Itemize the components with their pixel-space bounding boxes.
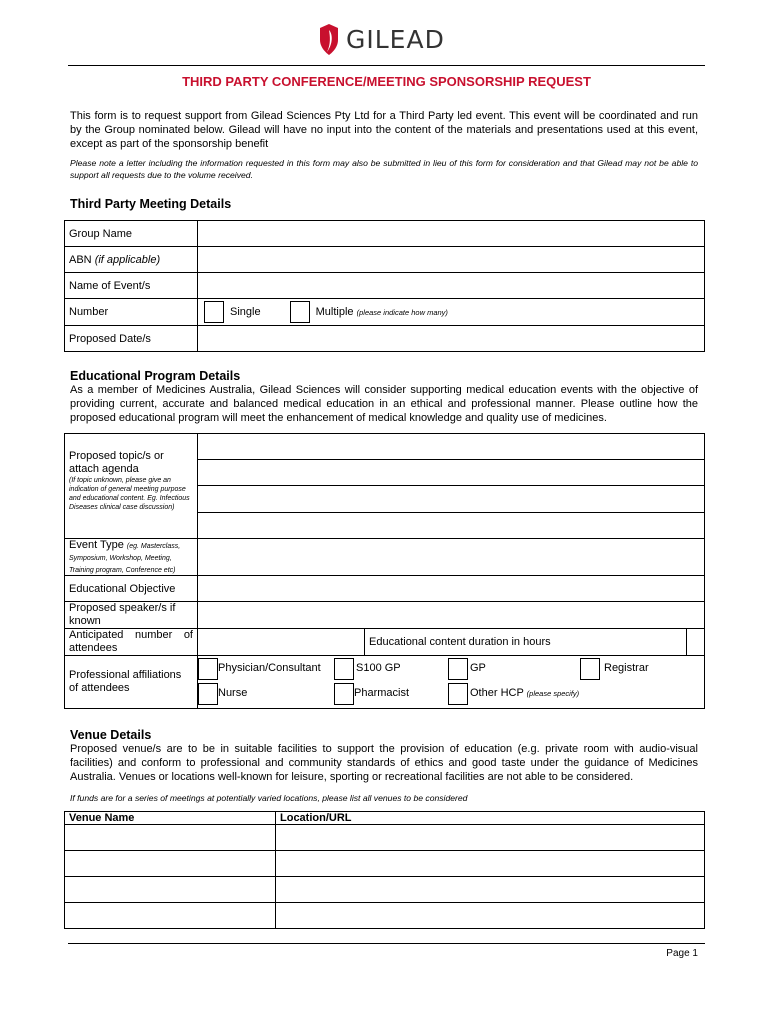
- table-row: [65, 877, 705, 903]
- educational-heading: Educational Program Details: [70, 369, 241, 383]
- s100-checkbox[interactable]: [334, 658, 354, 680]
- other-hcp-note: (please specify): [526, 689, 580, 698]
- pharmacist-checkbox[interactable]: [334, 683, 354, 705]
- gilead-leaf-icon: [316, 22, 342, 58]
- page-title: THIRD PARTY CONFERENCE/MEETING SPONSORSHIP REQUEST: [182, 74, 591, 89]
- objective-label: Educational Objective: [65, 576, 198, 602]
- other-hcp-label: Other HCP (please specify): [470, 687, 580, 699]
- multiple-note: (please indicate how many): [356, 307, 448, 317]
- venue-name-field[interactable]: [65, 851, 276, 877]
- duration-field[interactable]: [686, 629, 704, 656]
- dates-label: Proposed Date/s: [65, 326, 198, 352]
- event-type-note: (eg. Masterclass, Symposium, Workshop, Meeting, Training program, Conference etc): [69, 543, 181, 574]
- affiliations-label: Professional affiliations of attendees: [65, 656, 198, 709]
- objective-field[interactable]: [198, 576, 705, 602]
- physician-label: Physician/Consultant: [218, 662, 321, 674]
- table-row: [65, 851, 705, 877]
- abn-label: ABN (if applicable): [65, 247, 198, 273]
- location-field[interactable]: [276, 903, 705, 929]
- location-field[interactable]: [276, 851, 705, 877]
- multiple-checkbox[interactable]: [290, 301, 310, 323]
- venue-table: [64, 811, 705, 929]
- topic-label: Proposed topic/s or attach agenda: [69, 450, 164, 475]
- educational-table: [64, 433, 705, 709]
- gp-checkbox[interactable]: [448, 658, 468, 680]
- single-label: Single: [230, 305, 261, 318]
- venue-name-header: Venue Name: [65, 812, 276, 825]
- meeting-details-heading: Third Party Meeting Details: [70, 197, 232, 211]
- abn-field[interactable]: [198, 247, 705, 273]
- event-name-field[interactable]: [198, 273, 705, 299]
- venue-name-field[interactable]: [65, 877, 276, 903]
- single-checkbox[interactable]: [204, 301, 224, 323]
- event-name-label: Name of Event/s: [65, 273, 198, 299]
- dates-field[interactable]: [198, 326, 705, 352]
- number-label: Number: [65, 299, 198, 326]
- topic-field-3[interactable]: [198, 486, 705, 513]
- pharmacist-label: Pharmacist: [354, 687, 410, 699]
- page-number: Page 1: [666, 948, 698, 959]
- topic-field-1[interactable]: [198, 434, 705, 460]
- logo-text: GILEAD: [346, 25, 445, 54]
- other-hcp-checkbox[interactable]: [448, 683, 468, 705]
- s100-label: S100 GP: [356, 662, 401, 674]
- topic-field-4[interactable]: [198, 513, 705, 539]
- topic-note: (If topic unknown, please give an indication of general meeting purpose and educational content. Eg. Infectious Diseases clinical case discussion): [69, 477, 190, 511]
- abn-note: (if applicable): [94, 253, 161, 266]
- intro-paragraph: This form is to request support from Gilead Sciences Pty Ltd for a Third Party led event. This event will be coordinated and run by the Group nominated below. Gilead will have no input into the content of the materials and presentations used at this event, except as part of the sponsorship benefit: [70, 110, 698, 150]
- group-name-label: Group Name: [65, 221, 198, 247]
- number-options: [198, 299, 705, 326]
- venue-paragraph: Proposed venue/s are to be in suitable facilities to support the provision of education (e.g. private room with audio-visual facilities) and conform to professional and community standards of ethics and good taste under the guidance of Medicines Australia. Venues or locations well-known for leisure, sporting or recreational facilities are not able to be considered.: [70, 743, 698, 783]
- topic-field-2[interactable]: [198, 460, 705, 486]
- location-field[interactable]: [276, 825, 705, 851]
- event-type-field[interactable]: [198, 539, 705, 576]
- intro-note: Please note a letter including the information requested in this form may also be submitted in lieu of this form for consideration and that Gilead may not be able to support all requests due to the volume received.: [70, 158, 698, 180]
- duration-label: Educational content duration in hours: [365, 629, 687, 656]
- affiliations-options: [198, 656, 705, 709]
- table-row: [65, 903, 705, 929]
- registrar-label: Registrar: [604, 662, 649, 674]
- attendees-field[interactable]: [198, 629, 365, 656]
- nurse-label: Nurse: [218, 687, 248, 699]
- registrar-checkbox[interactable]: [580, 658, 600, 680]
- multiple-label: Multiple: [315, 305, 354, 318]
- meeting-details-table: [64, 220, 705, 352]
- physician-checkbox[interactable]: [198, 658, 218, 680]
- header-rule: [68, 65, 705, 66]
- venue-name-field[interactable]: [65, 825, 276, 851]
- footer-rule: [68, 943, 705, 944]
- speakers-field[interactable]: [198, 602, 705, 629]
- location-field[interactable]: [276, 877, 705, 903]
- event-type-label: Event Type: [69, 539, 124, 551]
- table-row: [65, 825, 705, 851]
- venue-note: If funds are for a series of meetings at potentially varied locations, please list all venues to be considered: [70, 793, 468, 803]
- venue-heading: Venue Details: [70, 728, 152, 742]
- event-type-label-cell: [65, 539, 198, 576]
- gp-label: GP: [470, 662, 486, 674]
- gilead-logo: [316, 22, 466, 58]
- nurse-checkbox[interactable]: [198, 683, 218, 705]
- location-header: Location/URL: [276, 812, 705, 825]
- educational-paragraph: As a member of Medicines Australia, Gilead Sciences will consider supporting medical education events with the objective of providing current, accurate and balanced medical education in an ethical and professional manner. Please outline how the proposed educational program will meet the enhancement of medical knowledge and quality use of medicines.: [70, 384, 698, 424]
- group-name-field[interactable]: [198, 221, 705, 247]
- venue-name-field[interactable]: [65, 903, 276, 929]
- topic-label-cell: [65, 434, 198, 539]
- attendees-label: Anticipated number of attendees: [65, 629, 198, 656]
- speakers-label: Proposed speaker/s if known: [65, 602, 198, 629]
